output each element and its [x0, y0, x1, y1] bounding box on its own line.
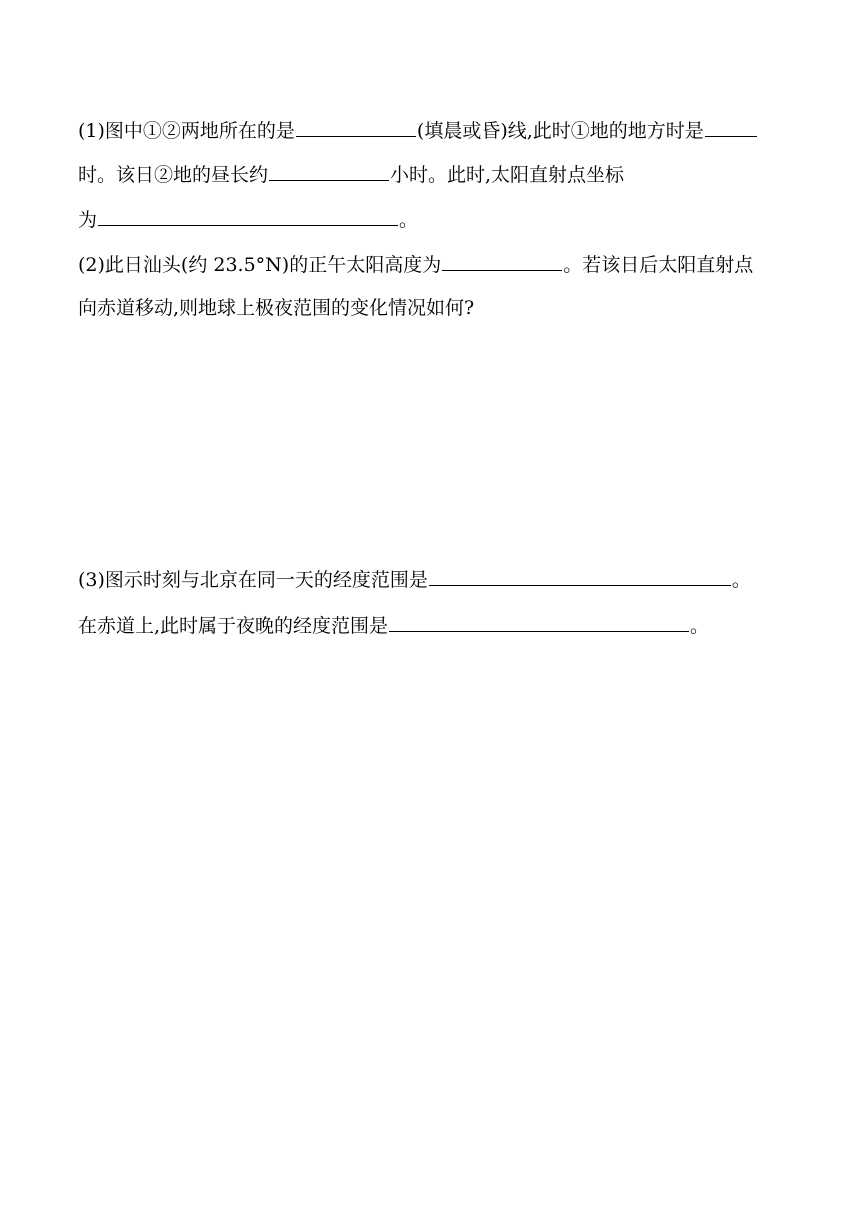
answer-blank-same-day-longitude[interactable] — [429, 565, 731, 586]
answer-blank-dawn-dusk[interactable] — [296, 116, 416, 137]
answer-blank-day-length[interactable] — [269, 160, 389, 181]
question-1-line-2 — [78, 160, 624, 186]
question-1-text-f: 。 — [399, 209, 419, 231]
question-2-line-2 — [78, 295, 474, 321]
question-2-text-b: 。若该日后太阳直射点 — [563, 254, 754, 276]
answer-blank-local-time[interactable] — [705, 116, 757, 137]
question-1-text-d: 小时。此时,太阳直射点坐标 — [390, 164, 625, 186]
question-3-text-d: 。 — [690, 615, 710, 637]
question-3-text-c: 在赤道上,此时属于夜晚的经度范围是 — [78, 615, 389, 637]
question-3-line-1 — [78, 565, 751, 591]
question-3-line-2 — [78, 611, 709, 637]
question-3-text-a: (3)图示时刻与北京在同一天的经度范围是 — [78, 569, 428, 591]
answer-blank-subsolar-point[interactable] — [98, 205, 398, 226]
question-1-text-c: 时。该日②地的昼长约 — [78, 164, 269, 186]
question-1-text-b: (填晨或昏)线,此时①地的地方时是 — [416, 120, 704, 142]
question-1-line-3 — [78, 205, 418, 231]
answer-blank-noon-sun-angle[interactable] — [442, 250, 562, 271]
question-2-text-c: 向赤道移动,则地球上极夜范围的变化情况如何? — [78, 297, 475, 319]
question-2-text-a: (2)此日汕头(约 23.5°N)的正午太阳高度为 — [78, 254, 442, 276]
question-1-text-e: 为 — [78, 209, 98, 231]
question-1-line-1 — [78, 116, 758, 142]
question-3-text-b: 。 — [731, 569, 751, 591]
question-1-text-a: (1)图中①②两地所在的是 — [78, 120, 295, 142]
answer-blank-night-longitude[interactable] — [389, 611, 689, 632]
question-2-line-1 — [78, 250, 753, 276]
